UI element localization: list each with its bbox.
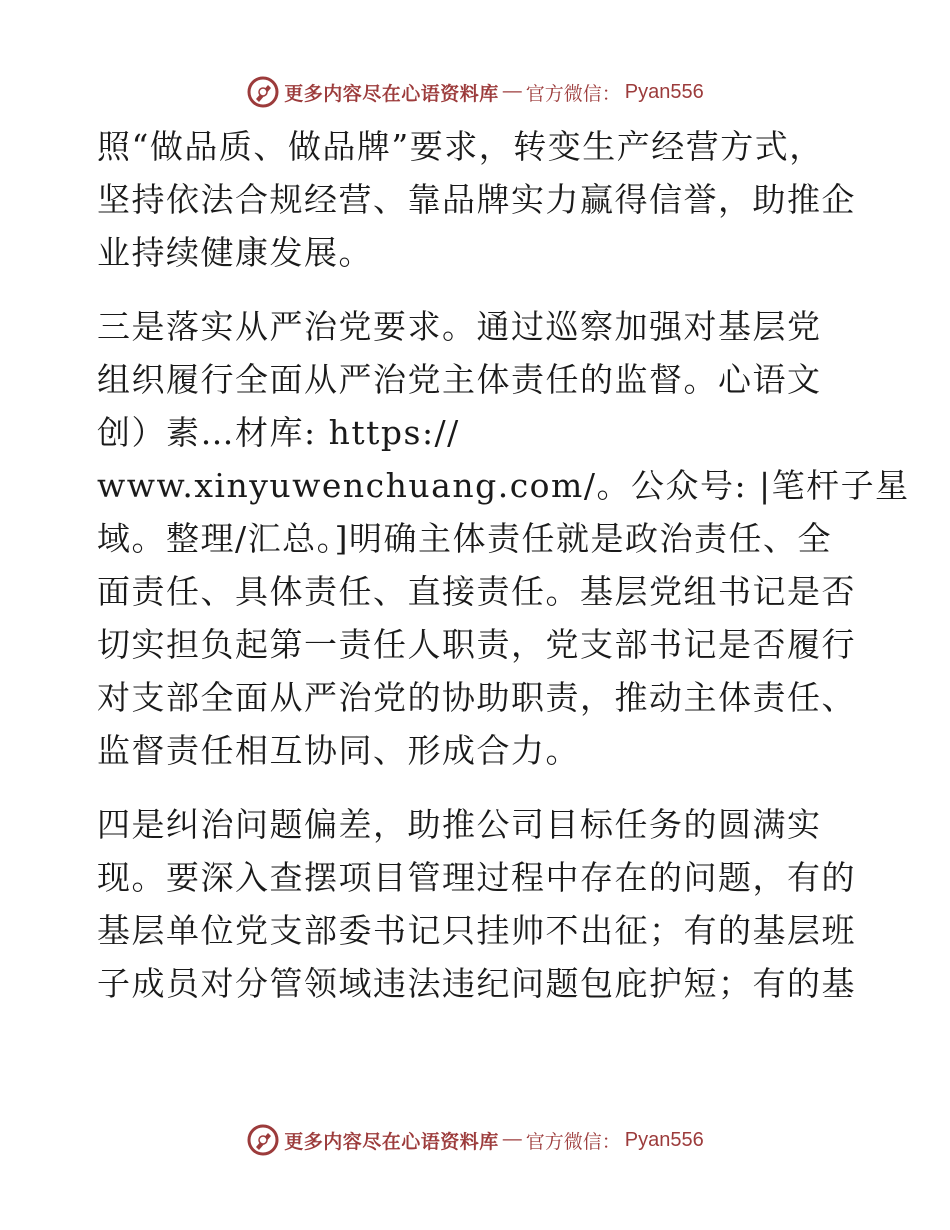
text-line: www.xinyuwenchuang.com/。公众号: |笔杆子星 — [97, 466, 910, 505]
text-line: 基层单位党支部委书记只挂帅不出征；有的基层班 — [97, 911, 856, 950]
document-body — [97, 120, 910, 1010]
banner-wechat-label: 官方微信： — [525, 1130, 621, 1153]
pen-circle-logo-icon — [246, 1123, 280, 1157]
banner-dash: — — [502, 81, 522, 102]
banner-wechat-id: Pyan556 — [624, 80, 704, 103]
paragraph-2 — [97, 300, 910, 777]
footer-banner — [0, 1120, 950, 1160]
text-line: 监督责任相互协同、形成合力。 — [97, 731, 580, 770]
text-line: 创）素…材库: https:// — [97, 413, 460, 452]
banner-dash: — — [502, 1129, 522, 1150]
paragraph-3 — [97, 798, 857, 1010]
text-line: 业持续健康发展。 — [97, 233, 373, 272]
text-line: 照“做品质、做品牌”要求，转变生产经营方式， — [97, 127, 824, 166]
text-line: 组织履行全面从严治党主体责任的监督。心语文 — [97, 360, 822, 399]
text-line: 切实担负起第一责任人职责，党支部书记是否履行 — [97, 625, 856, 664]
text-line: 域。整理/汇总。]明确主体责任就是政治责任、全 — [97, 519, 832, 558]
text-line: 三是落实从严治党要求。通过巡察加强对基层党 — [97, 307, 822, 346]
text-line: 现。要深入查摆项目管理过程中存在的问题，有的 — [97, 858, 856, 897]
banner-wechat-label: 官方微信： — [525, 82, 621, 105]
banner-wechat-id: Pyan556 — [624, 1128, 704, 1151]
text-line: 坚持依法合规经营、靠品牌实力赢得信誉，助推企 — [97, 180, 856, 219]
text-line: 子成员对分管领域违法违纪问题包庇护短；有的基 — [97, 964, 856, 1003]
text-line: 四是纠治问题偏差，助推公司目标任务的圆满实 — [97, 805, 822, 844]
banner-brand: 更多内容尽在心语资料库 — [284, 82, 499, 105]
header-banner — [0, 72, 950, 112]
paragraph-1 — [97, 120, 857, 279]
text-line: 面责任、具体责任、直接责任。基层党组书记是否 — [97, 572, 856, 611]
text-line: 对支部全面从严治党的协助职责，推动主体责任、 — [97, 678, 856, 717]
pen-circle-logo-icon — [246, 75, 280, 109]
banner-brand: 更多内容尽在心语资料库 — [284, 1130, 499, 1153]
